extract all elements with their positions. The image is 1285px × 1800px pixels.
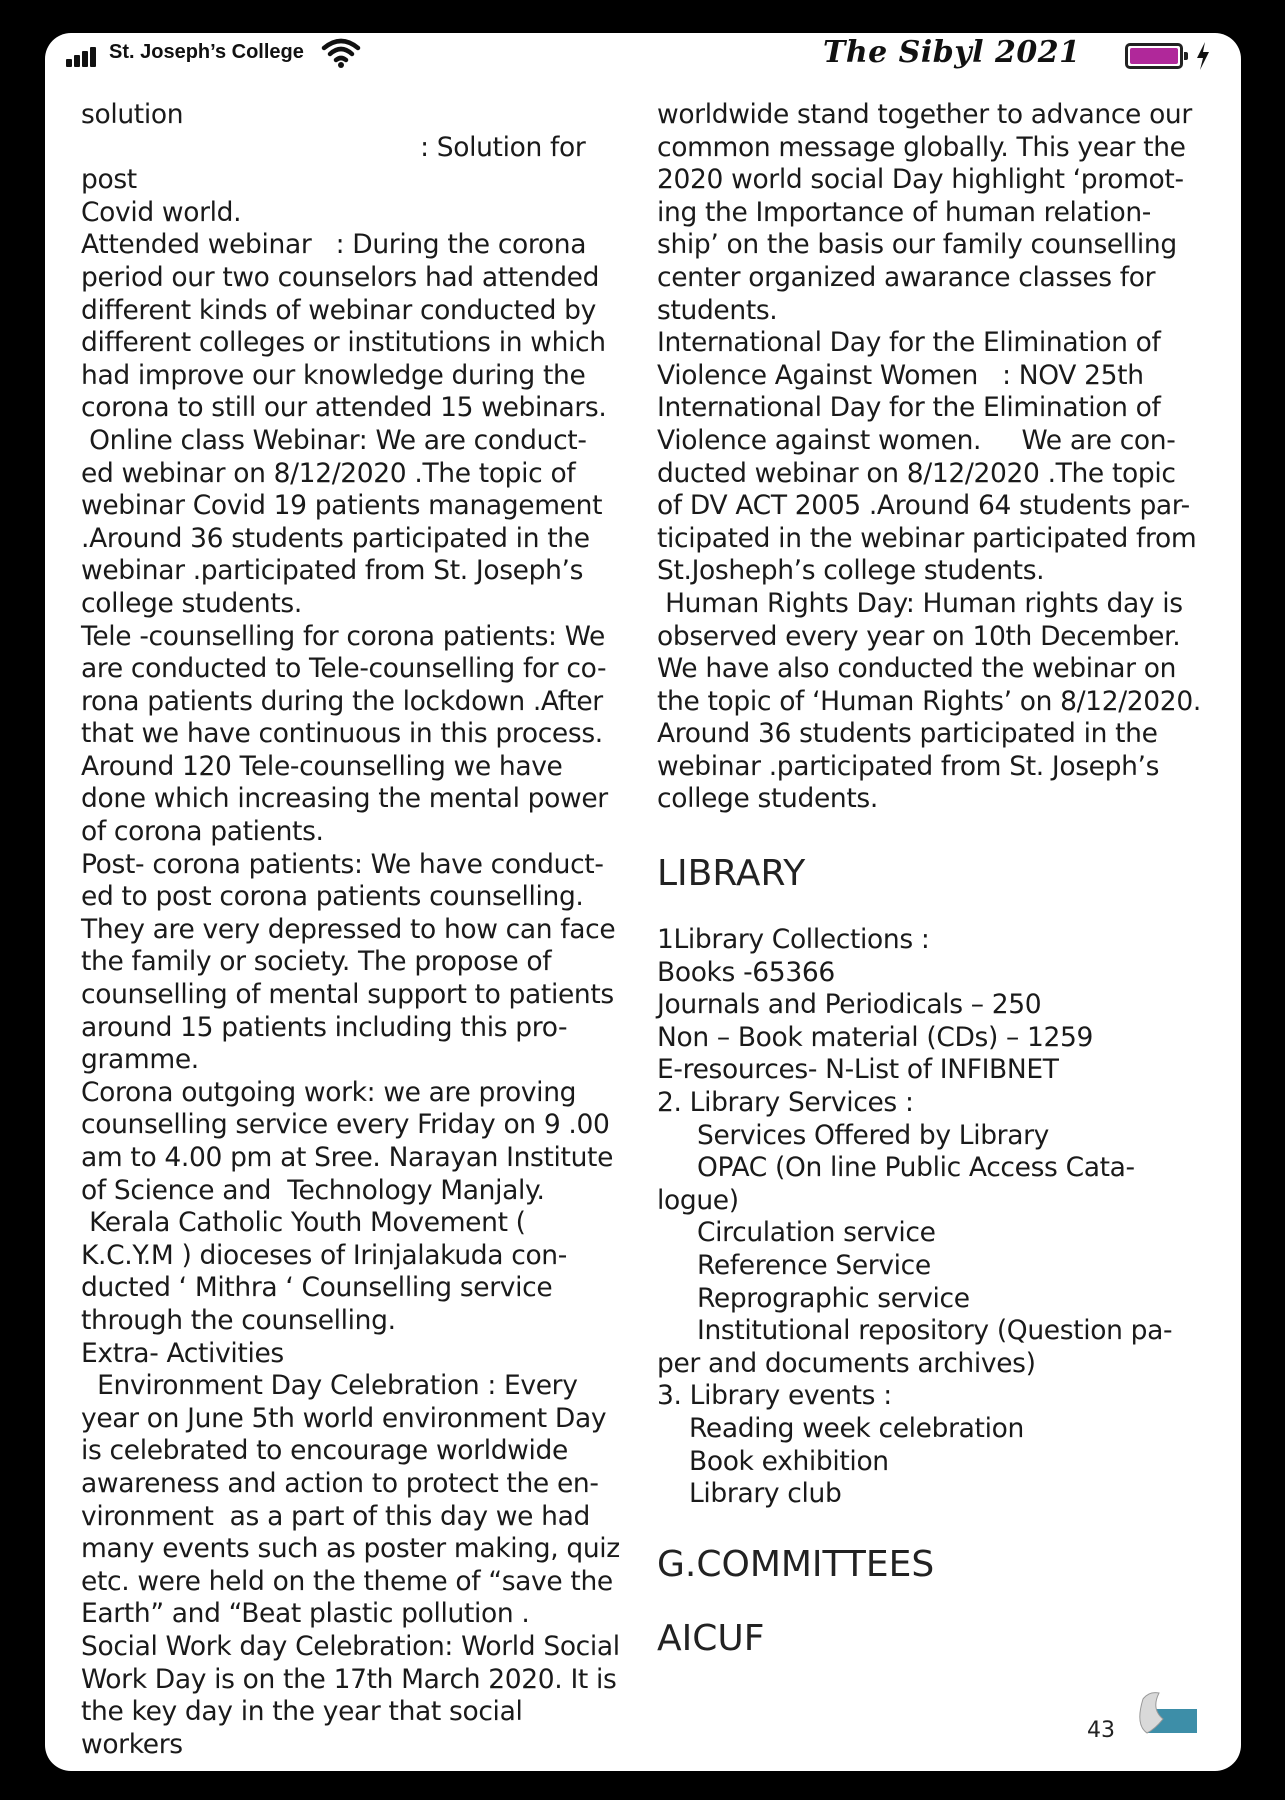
text-line: many events such as poster making, quiz [81, 1533, 620, 1565]
text-line: Tele -counselling for corona patients: We [81, 620, 605, 652]
text-line: rona patients during the lockdown .After [81, 685, 603, 717]
service-item: OPAC (On line Public Access Cata- [697, 1152, 1135, 1184]
text-line: counselling service every Friday on 9 .00 [81, 1109, 610, 1141]
text-line: period our two counselors had attended [81, 261, 600, 293]
event-item: Reading week celebration [689, 1412, 1024, 1444]
left-column [81, 99, 621, 1761]
events-list [657, 1413, 1217, 1511]
battery-level [1130, 48, 1178, 64]
aicuf-heading: AICUF [657, 1617, 765, 1659]
text-line: Environment Day Celebration : Every [81, 1370, 578, 1402]
text-line: different kinds of webinar conducted by [81, 294, 596, 326]
services-wrap-2: per and documents archives) [657, 1347, 1036, 1379]
charging-bolt-icon [1195, 41, 1211, 71]
text-line: .Around 36 students participated in the [81, 522, 590, 554]
magazine-page [45, 33, 1241, 1771]
text-line: webinar .participated from St. Joseph’s [81, 555, 584, 587]
text-line: done which increasing the mental power [81, 783, 608, 815]
collection-item: Journals and Periodicals – 250 [657, 989, 1042, 1021]
text-line: of DV ACT 2005 .Around 64 students par- [657, 490, 1190, 522]
status-bar [45, 33, 1241, 91]
text-line: worldwide stand together to advance our [657, 99, 1192, 130]
event-item: Book exhibition [689, 1445, 889, 1477]
text-line: of Science and Technology Manjaly. [81, 1174, 545, 1206]
service-item: Reprographic service [697, 1282, 970, 1314]
text-line: ed webinar on 8/12/2020 .The topic of [81, 457, 576, 489]
text-line: Work Day is on the 17th March 2020. It is [81, 1663, 617, 1695]
text-line: the topic of ‘Human Rights’ on 8/12/2020. [657, 685, 1201, 717]
text-line: college students. [81, 587, 302, 619]
text-line: ducted webinar on 8/12/2020 .The topic [657, 457, 1176, 489]
text-line: International Day for the Elimination of [657, 392, 1161, 424]
service-item: Reference Service [697, 1250, 931, 1281]
text-line: ship’ on the basis our family counselling [657, 229, 1177, 261]
services-title: 2. Library Services : [657, 1087, 914, 1119]
text-line: ticipated in the webinar participated from [657, 522, 1197, 554]
carrier-name: St. Joseph’s College [109, 41, 304, 63]
text-line: Post- corona patients: We have conduct- [81, 848, 604, 880]
text-line: gramme. [81, 1044, 199, 1076]
wifi-icon [321, 37, 361, 69]
text-line: Online class Webinar: We are conduct- [81, 424, 587, 456]
text-line: K.C.Y.M ) dioceses of Irinjalakuda con- [81, 1239, 567, 1271]
text-line: Extra- Activities [81, 1337, 284, 1369]
text-line: awareness and action to protect the en- [81, 1467, 599, 1499]
text-line: that we have continuous in this process. [81, 718, 603, 750]
right-column-intro [657, 99, 1217, 816]
text-line: Around 120 Tele-counselling we have [81, 750, 563, 782]
page-number: 43 [1087, 1718, 1115, 1743]
service-item: Circulation service [697, 1217, 936, 1249]
text-line: Around 36 students participated in the [657, 718, 1158, 750]
text-line: around 15 patients including this pro- [81, 1011, 568, 1043]
text-line: : Solution for post [81, 131, 594, 196]
collections-title: 1Library Collections : [657, 924, 930, 956]
text-line: Violence Against Women : NOV 25th [657, 359, 1144, 391]
text-line: different colleges or institutions in which [81, 327, 606, 359]
text-line: common message globally. This year the [657, 131, 1186, 163]
text-line: webinar .participated from St. Joseph’s [657, 750, 1160, 782]
collection-item: E-resources- N-List of INFIBNET [657, 1054, 1059, 1086]
text-line: year on June 5th world environment Day [81, 1402, 607, 1434]
event-item: Library club [689, 1478, 842, 1510]
service-item: Services Offered by Library [697, 1119, 1049, 1151]
text-line: ing the Importance of human relation- [657, 196, 1152, 228]
text-line: are conducted to Tele-counselling for co- [81, 653, 607, 685]
text-line: counselling of mental support to patients [81, 979, 614, 1011]
text-line: of corona patients. [81, 816, 324, 848]
text-line: webinar Covid 19 patients management [81, 490, 603, 522]
text-line: through the counselling. [81, 1304, 396, 1336]
text-line: am to 4.00 pm at Sree. Narayan Institute [81, 1142, 614, 1173]
library-heading: LIBRARY [657, 853, 806, 895]
services-list [657, 1120, 1217, 1185]
text-line: Social Work day Celebration: World Social [81, 1630, 620, 1662]
battery-icon [1125, 43, 1183, 69]
text-line: St.Joshephʼs college students. [657, 555, 1045, 587]
text-line: the key day in the year that social workers [81, 1696, 531, 1760]
text-line: Violence against women. We are con- [657, 424, 1176, 456]
text-line: Human Rights Day: Human rights day is [657, 587, 1183, 619]
text-line: center organized awarance classes for [657, 261, 1156, 293]
services-list-more [657, 1217, 1217, 1347]
text-line: They are very depressed to how can face [81, 913, 616, 945]
text-line: We have also conducted the webinar on [657, 653, 1177, 685]
text-line: students. [657, 294, 778, 326]
text-line: college students. [657, 783, 878, 815]
text-line: International Day for the Elimination of [657, 327, 1161, 359]
text-line: Kerala Catholic Youth Movement ( [81, 1207, 526, 1239]
text-line: etc. were held on the theme of “save the [81, 1565, 613, 1597]
text-line: observed every year on 10th December. [657, 620, 1181, 652]
text-line: ed to post corona patients counselling. [81, 881, 584, 913]
text-line: 2020 world social Day highlight ‘promot- [657, 164, 1184, 196]
signal-strength-icon [66, 47, 102, 67]
collection-item: Non – Book material (CDs) – 1259 [657, 1021, 1094, 1053]
magazine-title: The Sibyl 2021 [823, 35, 1081, 70]
services-wrap-1: logue) [657, 1184, 739, 1216]
text-line: ducted ‘ Mithra ‘ Counselling service [81, 1272, 553, 1304]
page-curl-icon[interactable] [1125, 1689, 1205, 1741]
text-line: vironment as a part of this day we had [81, 1500, 590, 1532]
committees-heading: G.COMMITTEES [657, 1543, 935, 1585]
text-line: Attended webinar : During the corona [81, 229, 587, 261]
text-line: is celebrated to encourage worldwide [81, 1435, 568, 1467]
collections-list [657, 957, 1217, 1087]
collection-item: Books -65366 [657, 956, 835, 988]
text-line: had improve our knowledge during the [81, 359, 586, 391]
text-line: Earth” and “Beat plastic pollution . [81, 1598, 530, 1630]
text-line: Covid world. [81, 196, 242, 228]
service-item: Institutional repository (Question pa- [697, 1315, 1173, 1347]
text-line: corona to still our attended 15 webinars. [81, 392, 607, 424]
events-title: 3. Library events : [657, 1380, 892, 1412]
text-line: solution [81, 99, 184, 130]
text-line: Corona outgoing work: we are proving [81, 1076, 577, 1108]
text-line: the family or society. The propose of [81, 946, 552, 978]
right-column [657, 99, 1217, 1693]
